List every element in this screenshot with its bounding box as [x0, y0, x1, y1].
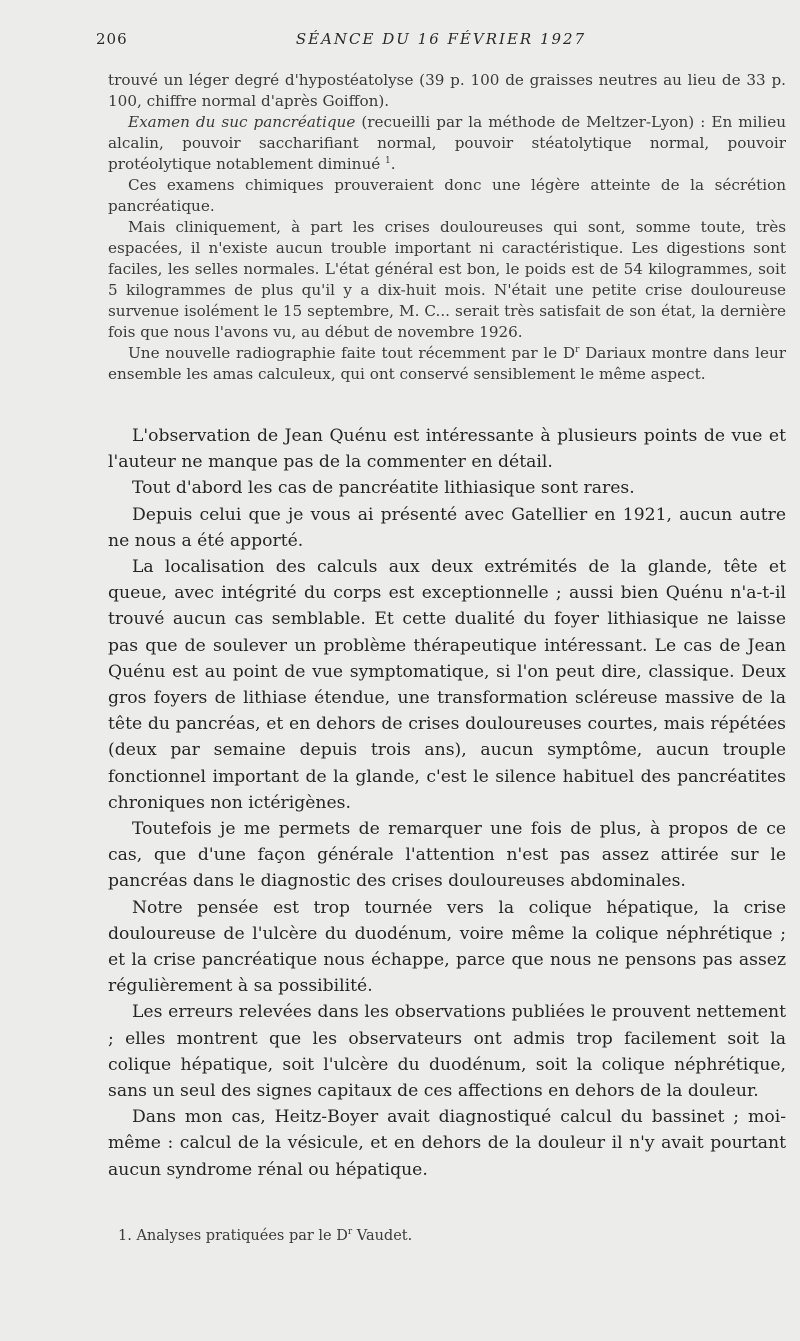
italic-heading: Examen du suc pancréatique — [128, 113, 356, 131]
paragraph: Mais cliniquement, à part les crises douloureuses qui sont, somme toute, très espacées, il n'existe aucun trouble important ni caractéristique. Les digestions sont faciles, les selles normales. L'état général est bon, le poids est de 54 kilogrammes, soit 5 kilogrammes de plus qu'il y a dix-huit mois. N'était une petite crise douloureuse survenue isolément le 15 septembre, M. C... serait très satisfait de son état, la dernière fois que nous l'avons vu, au début de novembre 1926. — [108, 218, 786, 341]
observation-text — [108, 70, 786, 385]
paragraph: Ces examens chimiques prouveraient donc une légère atteinte de la sécrétion pancréatique. — [108, 176, 786, 215]
paragraph: L'observation de Jean Quénu est intéressante à plusieurs points de vue et l'auteur ne manque pas de la commenter en détail. — [108, 426, 786, 473]
page-number: 206 — [96, 30, 128, 48]
paragraph: Dans mon cas, Heitz-Boyer avait diagnostiqué calcul du bassinet ; moi-même : calcul de la vésicule, et en dehors de la douleur il n'y avait pourtant aucun syndrome rénal ou hépatique. — [108, 1107, 786, 1180]
paragraph: Les erreurs relevées dans les observations publiées le prouvent nettement ; elles montrent que les observateurs ont admis trop facilement soit la colique hépatique, soit l'ulcère du duodénum, soit la colique néphrétique, sans un seul des signes capitaux de ces affections en dehors de la douleur. — [108, 1002, 786, 1102]
paragraph: Une nouvelle radiographie faite tout récemment par le $D^r$ Dariaux montre dans leur ensemble les amas calculeux, qui ont conservé sensiblement le même aspect. — [108, 344, 786, 383]
paragraph: Tout d'abord les cas de pancréatite lithiasique sont rares. — [132, 478, 635, 499]
footnote: 1. Analyses pratiquées par le $D^r$ Vaudet. — [118, 1227, 413, 1244]
commentary-text — [108, 423, 786, 1183]
footnote-marker: 1 — [385, 155, 391, 166]
paragraph: Depuis celui que je vous ai présenté avec Gatellier en 1921, aucun autre ne nous a été apporté. — [108, 504, 786, 551]
paragraph: La localisation des calculs aux deux extrémités de la glande, tête et queue, avec intégrité du corps est exceptionnelle ; aussi bien Quénu n'a-t-il trouvé aucun cas semblable. Et cette dualité du foyer lithiasique ne laisse pas que de soulever un problème thérapeutique intéressant. Le cas de Jean Quénu est au point de vue symptomatique, si l'on peut dire, classique. Deux gros foyers de lithiase étendue, une transformation scléreuse massive de la tête du pancréas, et en dehors de crises douloureuses courtes, mais répétées (deux par semaine depuis trois ans), aucun symptôme, aucun trouple fonctionnel important de la glande, c'est le silence habituel des pancréatites chroniques non ictérigènes. — [108, 557, 786, 813]
paragraph: Notre pensée est trop tournée vers la colique hépatique, la crise douloureuse de l'ulcère du duodénum, voire même la colique néphrétique ; et la crise pancréatique nous échappe, parce que nous ne pensons pas assez régulièrement à sa possibilité. — [108, 897, 786, 997]
paragraph: Toutefois je me permets de remarquer une fois de plus, à propos de ce cas, que d'une façon générale l'attention n'est pas assez attirée sur le pancréas dans le diagnostic des crises douloureuses abdominales. — [108, 819, 786, 892]
paragraph: Examen du suc pancréatique (recueilli par la méthode de Meltzer-Lyon) : En milieu alcalin, pouvoir saccharifiant normal, pouvoir stéatolytique normal, pouvoir protéolytique notablement diminué $^1$. — [108, 113, 786, 173]
paragraph: trouvé un léger degré d'hypostéatolyse (39 p. 100 de graisses neutres au lieu de 33 p. 100, chiffre normal d'après Goiffon). — [108, 71, 786, 110]
page-header — [96, 30, 786, 56]
running-title: SÉANCE DU 16 FÉVRIER 1927 — [295, 30, 587, 48]
